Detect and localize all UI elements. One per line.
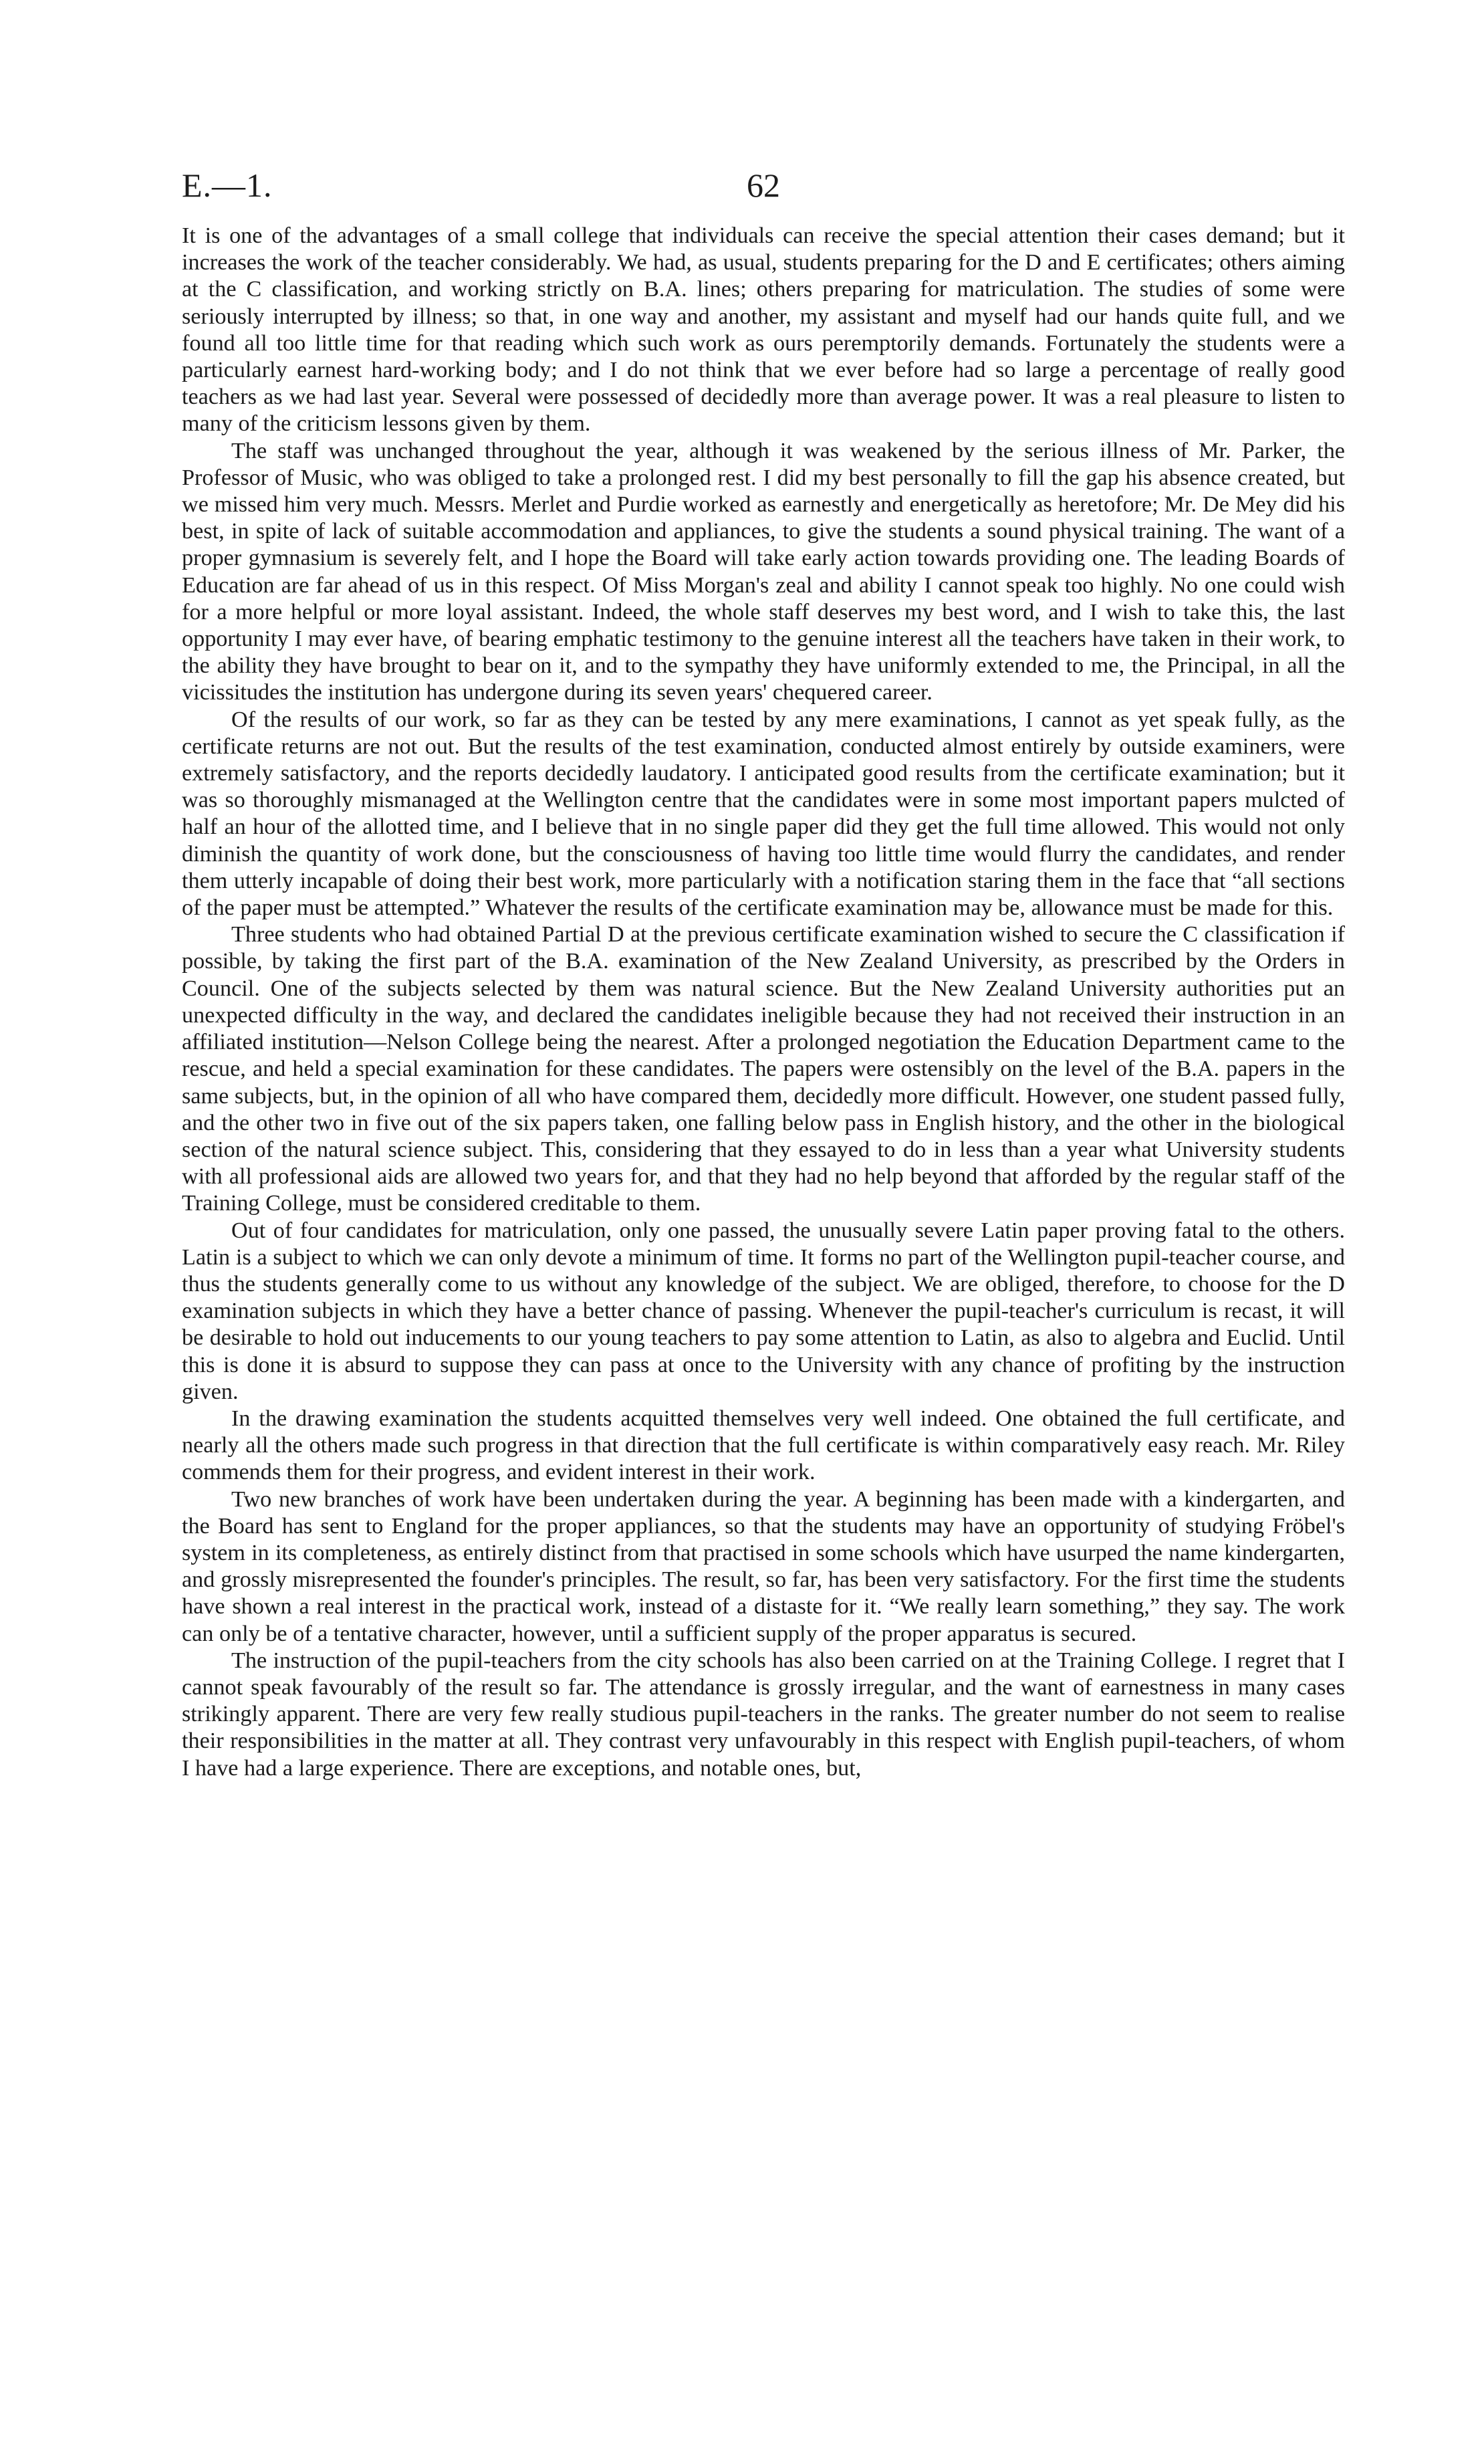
report-body <box>182 223 1345 1782</box>
paragraph: The instruction of the pupil-teachers from the city schools has also been carried on at the Training College. I regret that I cannot speak favourably of the result so far. The attendance is grossly irregular, and the want of earnestness in many cases strikingly apparent. There are very few really studious pupil-teachers in the ranks. The greater number do not seem to realise their responsibilities in the matter at all. They contrast very unfavourably in this respect with English pupil-teachers, of whom I have had a large experience. There are exceptions, and notable ones, but, <box>182 1648 1345 1781</box>
paragraph: In the drawing examination the students acquitted themselves very well indeed. One obtained the full certificate, and nearly all the others made such progress in that direction that the full certificate is within comparatively easy reach. Mr. Riley commends them for their progress, and evident interest in their work. <box>182 1406 1345 1485</box>
document-reference: E.—1. <box>182 166 273 204</box>
page-header <box>182 166 1345 213</box>
paragraph: Two new branches of work have been undertaken during the year. A beginning has been made with a kindergarten, and the Board has sent to England for the proper appliances, so that the students may have an opportunity of studying Fröbel's system in its completeness, as entirely distinct from that practised in some schools which have usurped the name kindergarten, and grossly misrepresented the founder's principles. The result, so far, has been very satisfactory. For the first time the students have shown a real interest in the practical work, instead of a distaste for it. “We really learn something,” they say. The work can only be of a tentative character, however, until a sufficient supply of the proper apparatus is secured. <box>182 1486 1345 1646</box>
paragraph: The staff was unchanged throughout the year, although it was weakened by the serious illness of Mr. Parker, the Professor of Music, who was obliged to take a prolonged rest. I did my best personally to fill the gap his absence created, but we missed him very much. Messrs. Merlet and Purdie worked as earnestly and energetically as heretofore; Mr. De Mey did his best, in spite of lack of suitable accommodation and appliances, to give the students a sound physical training. The want of a proper gymnasium is severely felt, and I hope the Board will take early action towards providing one. The leading Boards of Education are far ahead of us in this respect. Of Miss Morgan's zeal and ability I cannot speak too highly. No one could wish for a more helpful or more loyal assistant. Indeed, the whole staff deserves my best word, and I wish to take this, the last opportunity I may ever have, of bearing emphatic testimony to the genuine interest all the teachers have taken in their work, to the ability they have brought to bear on it, and to the sympathy they have uniformly extended to me, the Principal, in all the vicissitudes the institution has undergone during its seven years' chequered career. <box>182 438 1345 705</box>
paragraph: It is one of the advantages of a small college that individuals can receive the special attention their cases demand; but it increases the work of the teacher considerably. We had, as usual, students preparing for the D and E certificates; others aiming at the C classification, and working strictly on B.A. lines; others preparing for matriculation. The studies of some were seriously interrupted by illness; so that, in one way and another, my assistant and myself had our hands quite full, and we found all too little time for that reading which such work as ours peremptorily demands. Fortunately the students were a particularly earnest hard-working body; and I do not think that we ever before had so large a percentage of really good teachers as we had last year. Several were possessed of decidedly more than average power. It was a real pleasure to listen to many of the criticism lessons given by them. <box>182 223 1345 437</box>
page-number: 62 <box>747 166 780 204</box>
paragraph: Of the results of our work, so far as they can be tested by any mere examinations, I cannot as yet speak fully, as the certificate returns are not out. But the results of the test examination, conducted almost entirely by outside examiners, were extremely satisfactory, and the reports decidedly laudatory. I anticipated good results from the certificate examination; but it was so thoroughly mismanaged at the Wellington centre that the candidates were in some most important papers mulcted of half an hour of the allotted time, and I believe that in no single paper did they get the full time allowed. This would not only diminish the quantity of work done, but the consciousness of having too little time would flurry the candidates, and render them utterly incapable of doing their best work, more particularly with a notification staring them in the face that “all sections of the paper must be attempted.” Whatever the results of the certificate examination may be, allowance must be made for this. <box>182 707 1345 921</box>
paragraph: Out of four candidates for matriculation, only one passed, the unusually severe Latin paper proving fatal to the others. Latin is a subject to which we can only devote a minimum of time. It forms no part of the Wellington pupil-teacher course, and thus the students generally come to us without any knowledge of the subject. We are obliged, therefore, to choose for the D examination subjects in which they have a better chance of passing. Whenever the pupil-teacher's curriculum is recast, it will be desirable to hold out inducements to our young teachers to pay some attention to Latin, as also to algebra and Euclid. Until this is done it is absurd to suppose they can pass at once to the University with any chance of profiting by the instruction given. <box>182 1218 1345 1404</box>
paragraph: Three students who had obtained Partial D at the previous certificate examination wished to secure the C classification if possible, by taking the first part of the B.A. examination of the New Zealand University, as prescribed by the Orders in Council. One of the subjects selected by them was natural science. But the New Zealand University authorities put an unexpected difficulty in the way, and declared the candidates ineligible because they had not received their instruction in an affiliated institution—Nelson College being the nearest. After a prolonged negotiation the Education Department came to the rescue, and held a special examination for these candidates. The papers were ostensibly on the level of the B.A. papers in the same subjects, but, in the opinion of all who have compared them, decidedly more difficult. However, one student passed fully, and the other two in five out of the six papers taken, one falling below pass in English history, and the other in the biological section of the natural science subject. This, considering that they essayed to do in less than a year what University students with all professional aids are allowed two years for, and that they had no help beyond that afforded by the regular staff of the Training College, must be considered creditable to them. <box>182 922 1345 1216</box>
